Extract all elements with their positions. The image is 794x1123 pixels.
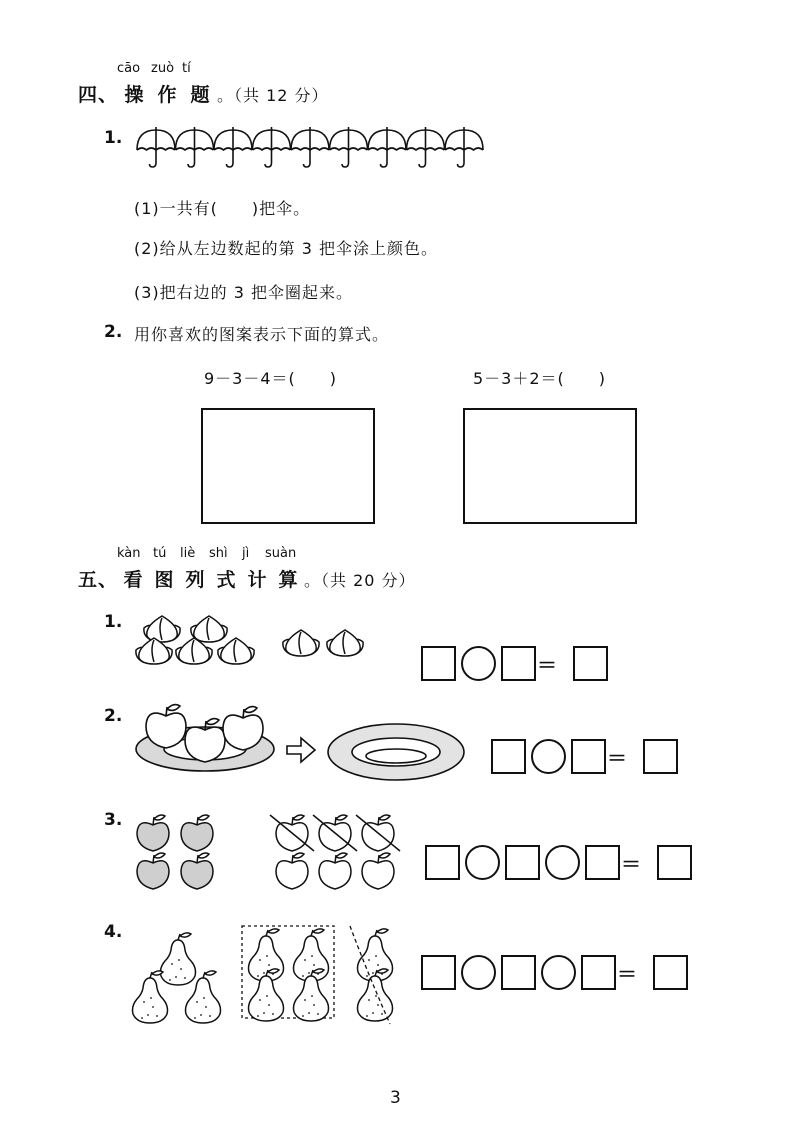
- title-char: 式: [216, 569, 237, 591]
- equals-sign: ＝: [617, 962, 637, 986]
- operator-circle[interactable]: [531, 739, 566, 774]
- answer-box[interactable]: [421, 646, 456, 681]
- apple-icon: [181, 815, 213, 851]
- equation: 9－3－4＝( ): [204, 369, 338, 388]
- title-char: 操: [124, 84, 145, 106]
- peach-icon: [144, 616, 180, 642]
- question-number: 1.: [104, 128, 123, 148]
- question-number: 1.: [104, 612, 123, 632]
- peach-icon: [283, 630, 319, 656]
- title-char: 计: [247, 569, 268, 591]
- question-number: 3.: [104, 810, 123, 830]
- section-prefix: 四、: [78, 84, 119, 106]
- section-score: 。（共 12 分）: [217, 86, 329, 105]
- apple-icon: [185, 719, 225, 762]
- pear-icon: [249, 929, 284, 981]
- apple-icon: [181, 853, 213, 889]
- apple-icon: [137, 815, 169, 851]
- answer-box[interactable]: [657, 845, 692, 880]
- pinyin: tú: [153, 546, 167, 561]
- pear-icon: [161, 933, 196, 985]
- operator-circle[interactable]: [545, 845, 580, 880]
- equals-sign: ＝: [621, 852, 641, 876]
- pinyin: jì: [242, 546, 250, 561]
- operator-circle[interactable]: [465, 845, 500, 880]
- answer-box[interactable]: [425, 845, 460, 880]
- question-number: 4.: [104, 922, 123, 942]
- title-char: 图: [154, 569, 175, 591]
- question-number: 2.: [104, 322, 123, 342]
- question-text: (2)给从左边数起的第 3 把伞涂上颜色。: [134, 239, 439, 258]
- answer-box[interactable]: [643, 739, 678, 774]
- title-char: 看: [123, 569, 144, 591]
- question-text: (1)一共有( )把伞。: [134, 199, 311, 218]
- peach-icon: [218, 638, 254, 664]
- answer-box[interactable]: [653, 955, 688, 990]
- section-score: 。（共 20 分）: [304, 571, 416, 590]
- operator-circle[interactable]: [461, 646, 496, 681]
- pear-icon: [294, 929, 329, 981]
- answer-box[interactable]: [581, 955, 616, 990]
- question-text: 用你喜欢的图案表示下面的算式。: [134, 325, 390, 344]
- operator-circle[interactable]: [541, 955, 576, 990]
- pinyin: cāo: [117, 61, 141, 76]
- answer-box[interactable]: [501, 955, 536, 990]
- pinyin: zuò: [151, 61, 175, 76]
- title-char: 作: [157, 84, 178, 106]
- apple-icon: [276, 853, 308, 889]
- answer-box[interactable]: [491, 739, 526, 774]
- equation: 5－3＋2＝( ): [473, 369, 607, 388]
- answer-box[interactable]: [421, 955, 456, 990]
- apple-icon: [319, 853, 351, 889]
- answer-box[interactable]: [505, 845, 540, 880]
- question-text: (3)把右边的 3 把伞圈起来。: [134, 283, 354, 302]
- answer-box[interactable]: [573, 646, 608, 681]
- answer-box[interactable]: [501, 646, 536, 681]
- pinyin: kàn: [117, 546, 141, 561]
- section-prefix: 五、: [78, 569, 119, 591]
- pear-icon: [358, 929, 393, 981]
- apple-icon: [223, 707, 263, 750]
- question-number: 2.: [104, 706, 123, 726]
- title-char: 列: [185, 569, 206, 591]
- apple-icon: [146, 705, 186, 748]
- title-char: 题: [190, 84, 211, 106]
- plate-icon: [328, 724, 464, 780]
- pinyin: suàn: [265, 546, 297, 561]
- pinyin: tí: [182, 61, 191, 76]
- answer-box[interactable]: [585, 845, 620, 880]
- equals-sign: ＝: [607, 746, 627, 770]
- peach-icon: [327, 630, 363, 656]
- arrow-right-icon: [287, 738, 315, 762]
- pinyin: liè: [180, 546, 196, 561]
- page-number: 3: [390, 1088, 401, 1108]
- operator-circle[interactable]: [461, 955, 496, 990]
- peach-icon: [191, 616, 227, 642]
- apple-icon: [137, 853, 169, 889]
- equals-sign: ＝: [537, 653, 557, 677]
- title-char: 算: [278, 569, 299, 591]
- pinyin: shì: [209, 546, 228, 561]
- apple-icon: [362, 853, 394, 889]
- answer-box[interactable]: [571, 739, 606, 774]
